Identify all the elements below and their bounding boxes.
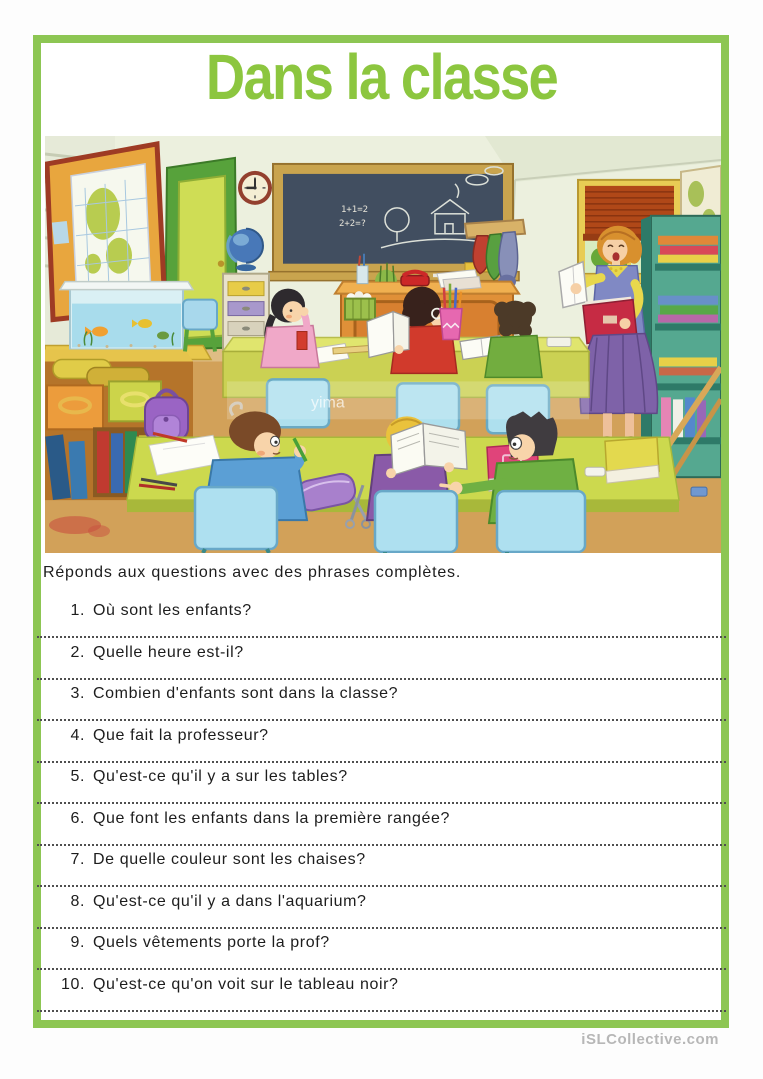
front-chairs [195, 487, 585, 553]
paper-basket [345, 291, 375, 319]
question-row-1 [37, 602, 725, 620]
question-text: Qu'est-ce qu'il y a dans l'aquarium? [93, 892, 367, 910]
answer-line-7 [37, 885, 726, 887]
question-row-5 [37, 768, 725, 786]
question-number: 2. [70, 643, 85, 661]
question-text: Qu'est-ce qu'on voit sur le tableau noir? [93, 975, 399, 993]
question-text: De quelle couleur sont les chaises? [93, 851, 366, 868]
question-text: Que font les enfants dans la première rangée? [93, 809, 450, 827]
answer-line-4 [37, 761, 726, 763]
chalk-equation-2: 2+2=? [339, 218, 367, 229]
image-watermark [227, 381, 589, 419]
question-row-3 [37, 685, 725, 703]
question-text: Quelle heure est-il? [93, 643, 244, 661]
question-number: 6. [70, 809, 85, 827]
question-number: 9. [70, 934, 85, 951]
watermark-text: yima [311, 394, 345, 412]
page-title: Dans la classe [205, 41, 558, 113]
question-row-2 [37, 644, 725, 662]
answer-line-6 [37, 844, 726, 846]
question-number: 4. [70, 726, 85, 744]
question-row-4 [37, 727, 725, 745]
question-number: 3. [70, 685, 85, 702]
answer-line-3 [37, 719, 726, 721]
question-number: 8. [70, 892, 85, 910]
question-row-10 [37, 976, 725, 994]
question-row-7 [37, 851, 725, 869]
question-number: 1. [70, 602, 85, 619]
wall-clock [238, 171, 272, 205]
classroom-illustration [45, 136, 721, 553]
question-row-9 [37, 934, 725, 952]
answer-line-8 [37, 927, 726, 929]
question-text: Combien d'enfants sont dans la classe? [93, 685, 399, 702]
instruction-text: Réponds aux questions avec des phrases complètes. [43, 564, 462, 581]
answer-line-9 [37, 968, 726, 970]
answer-line-1 [37, 636, 726, 638]
answer-line-5 [37, 802, 726, 804]
question-number: 10. [60, 975, 85, 993]
question-text: Quels vêtements porte la prof? [93, 934, 330, 951]
question-row-6 [37, 810, 725, 828]
backpack [145, 390, 188, 440]
question-text: Où sont les enfants? [93, 602, 252, 619]
question-number: 7. [70, 851, 85, 868]
answer-line-2 [37, 678, 726, 680]
question-number: 5. [70, 768, 85, 785]
globe-cabinet [223, 229, 269, 350]
answer-line-10 [37, 1010, 726, 1012]
question-row-8 [37, 893, 725, 911]
islcollective-watermark: iSLCollective.com [581, 1031, 719, 1048]
question-text: Qu'est-ce qu'il y a sur les tables? [93, 768, 348, 785]
question-text: Que fait la professeur? [93, 726, 269, 744]
chalk-equation-1: 1+1=2 [341, 204, 369, 215]
